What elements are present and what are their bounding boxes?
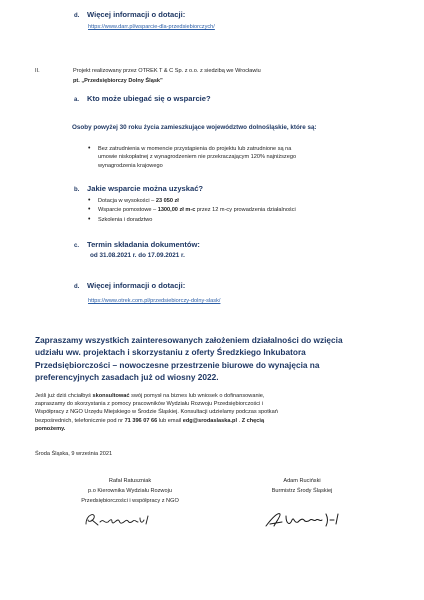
section-d1-marker: d. — [74, 13, 80, 19]
section-c-heading-row — [74, 240, 200, 249]
signatory-right — [232, 477, 372, 495]
eligibility-line-3: wynagrodzenia krajowego — [98, 162, 163, 169]
section-a-heading: Kto może ubiegać się o wsparcie? — [87, 94, 211, 103]
support-item-bridge-text: Wsparcie pomostowe – — [98, 207, 158, 214]
eligibility-bullet-item — [88, 145, 408, 170]
section-d2-heading-row — [74, 281, 185, 290]
consult-line-4-a: bezpośrednich, telefonicznie pod nr — [35, 417, 125, 424]
section-ii-line1: Projekt realizowany przez OTREK T & C Sp. z o.o. z siedzibą we Wrocławiu — [73, 68, 261, 74]
support-item-grant — [88, 197, 408, 205]
section-a-marker: a. — [74, 97, 80, 103]
support-item-bridge-amount: 1300,00 zł m-c — [157, 207, 196, 214]
eligibility-bullet — [88, 145, 408, 170]
section-b-marker: b. — [74, 187, 80, 193]
signatory-left-role2: Przedsiębiorczości i współpracy z NGO — [81, 498, 179, 505]
section-d2-marker: d. — [74, 284, 80, 290]
support-item-training — [88, 216, 408, 224]
signature-left-image — [82, 508, 162, 530]
otrek-link[interactable]: https://www.otrek.com.pl/przedsiebiorczy-dolny-slask/ — [88, 298, 221, 304]
signature-left-svg — [82, 508, 162, 530]
support-item-grant-text: Dotacja w wysokości – — [98, 198, 156, 204]
eligibility-line: Osoby powyżej 30 roku życia zamieszkujące województwo dolnośląskie, które są: — [72, 124, 317, 131]
place-date: Środa Śląska, 9 września 2021 — [35, 451, 113, 457]
consult-line-4-bold: Z chęcią — [241, 417, 265, 424]
signatory-left — [60, 477, 200, 506]
consult-line-1-a: Jeśli już dziś chciałbyś — [35, 393, 93, 399]
consult-line-3: Współpracy z NGO Urzędu Miejskiego w Środzie Śląskiej. Konsultacji udzielamy podczas spotkań — [35, 409, 278, 416]
support-item-bridge-suffix: przez 12 m-cy prowadzenia działalności — [195, 207, 296, 214]
consult-line-1-bold: skonsultować — [92, 393, 130, 399]
section-d2-heading: Więcej informacji o dotacji: — [87, 281, 186, 290]
consult-line-2: zapraszamy do skorzystania z pomocy pracowników Wydziału Rozwoju Przedsiębiorczości i — [35, 401, 264, 408]
support-item-grant-amount: 23 050 zł — [155, 198, 179, 204]
invitation-paragraph — [35, 334, 405, 383]
invitation-line-1: Zapraszamy wszystkich zainteresowanych założeniem działalności do wzięcia — [35, 335, 343, 345]
email-address[interactable]: edg@srodaslaska.pl — [182, 417, 238, 424]
eligibility-line-1: Bez zatrudnienia w momencie przystąpienia do projektu lub zatrudnione są na — [98, 146, 292, 152]
section-c-marker: c. — [74, 243, 80, 249]
consultation-paragraph — [35, 392, 415, 433]
phone-number: 71 396 07 66 — [124, 417, 158, 424]
support-item-training-text: Szkolenia i doradztwo — [98, 216, 153, 223]
submission-dates: od 31.08.2021 r. do 17.09.2021 r. — [90, 252, 185, 259]
eligibility-line-2: umowie niskopłatnej z wynagrodzeniem nie przekraczającym 120% najniższego — [98, 154, 297, 161]
consult-line-1-c: swój pomysł na biznes lub wniosek o dofinansowanie, — [129, 393, 265, 399]
consult-line-1 — [35, 392, 415, 400]
consult-line-4 — [35, 417, 415, 425]
darr-link[interactable]: https://www.darr.pl/wsparcie-dla-przedsiebiorczych/ — [88, 24, 215, 30]
section-b-heading-row — [74, 184, 203, 193]
consult-line-4-e: . — [237, 417, 242, 424]
invitation-line-2: udziału ww. projektach i skorzystaniu z oferty Średzkiego Inkubatora — [35, 347, 306, 358]
signatory-right-role1: Burmistrz Środy Śląskiej — [271, 488, 333, 495]
invitation-line-4: preferencyjnych zasadach już od wiosny 2022. — [35, 371, 219, 382]
signature-right-image — [262, 508, 354, 530]
section-ii-marker: II. — [35, 68, 40, 74]
signatory-left-name: Rafał Ratuszniak — [108, 478, 152, 484]
support-item-bridge — [88, 206, 408, 214]
section-d1-heading-row — [74, 10, 185, 19]
signatory-left-role1: p.o Kierownika Wydziału Rozwoju — [88, 488, 172, 495]
consult-line-4-c: lub email — [157, 417, 183, 424]
invitation-line-3: Przedsiębiorczości – nowoczesne przestrzenie biurowe do wynajęcia na — [35, 359, 320, 370]
section-ii-line2: pt. „Przedsiębiorczy Dolny Śląsk” — [73, 78, 163, 84]
consult-line-5: pomożemy. — [35, 425, 66, 432]
section-b-heading: Jakie wsparcie można uzyskać? — [87, 184, 204, 193]
section-a-heading-row — [74, 94, 211, 103]
section-d1-heading: Więcej informacji o dotacji: — [87, 10, 186, 19]
section-c-heading: Termin składania dokumentów: — [87, 240, 200, 249]
signatory-right-name: Adam Ruciński — [283, 478, 321, 484]
signature-right-svg — [262, 508, 354, 530]
support-list — [88, 197, 408, 224]
